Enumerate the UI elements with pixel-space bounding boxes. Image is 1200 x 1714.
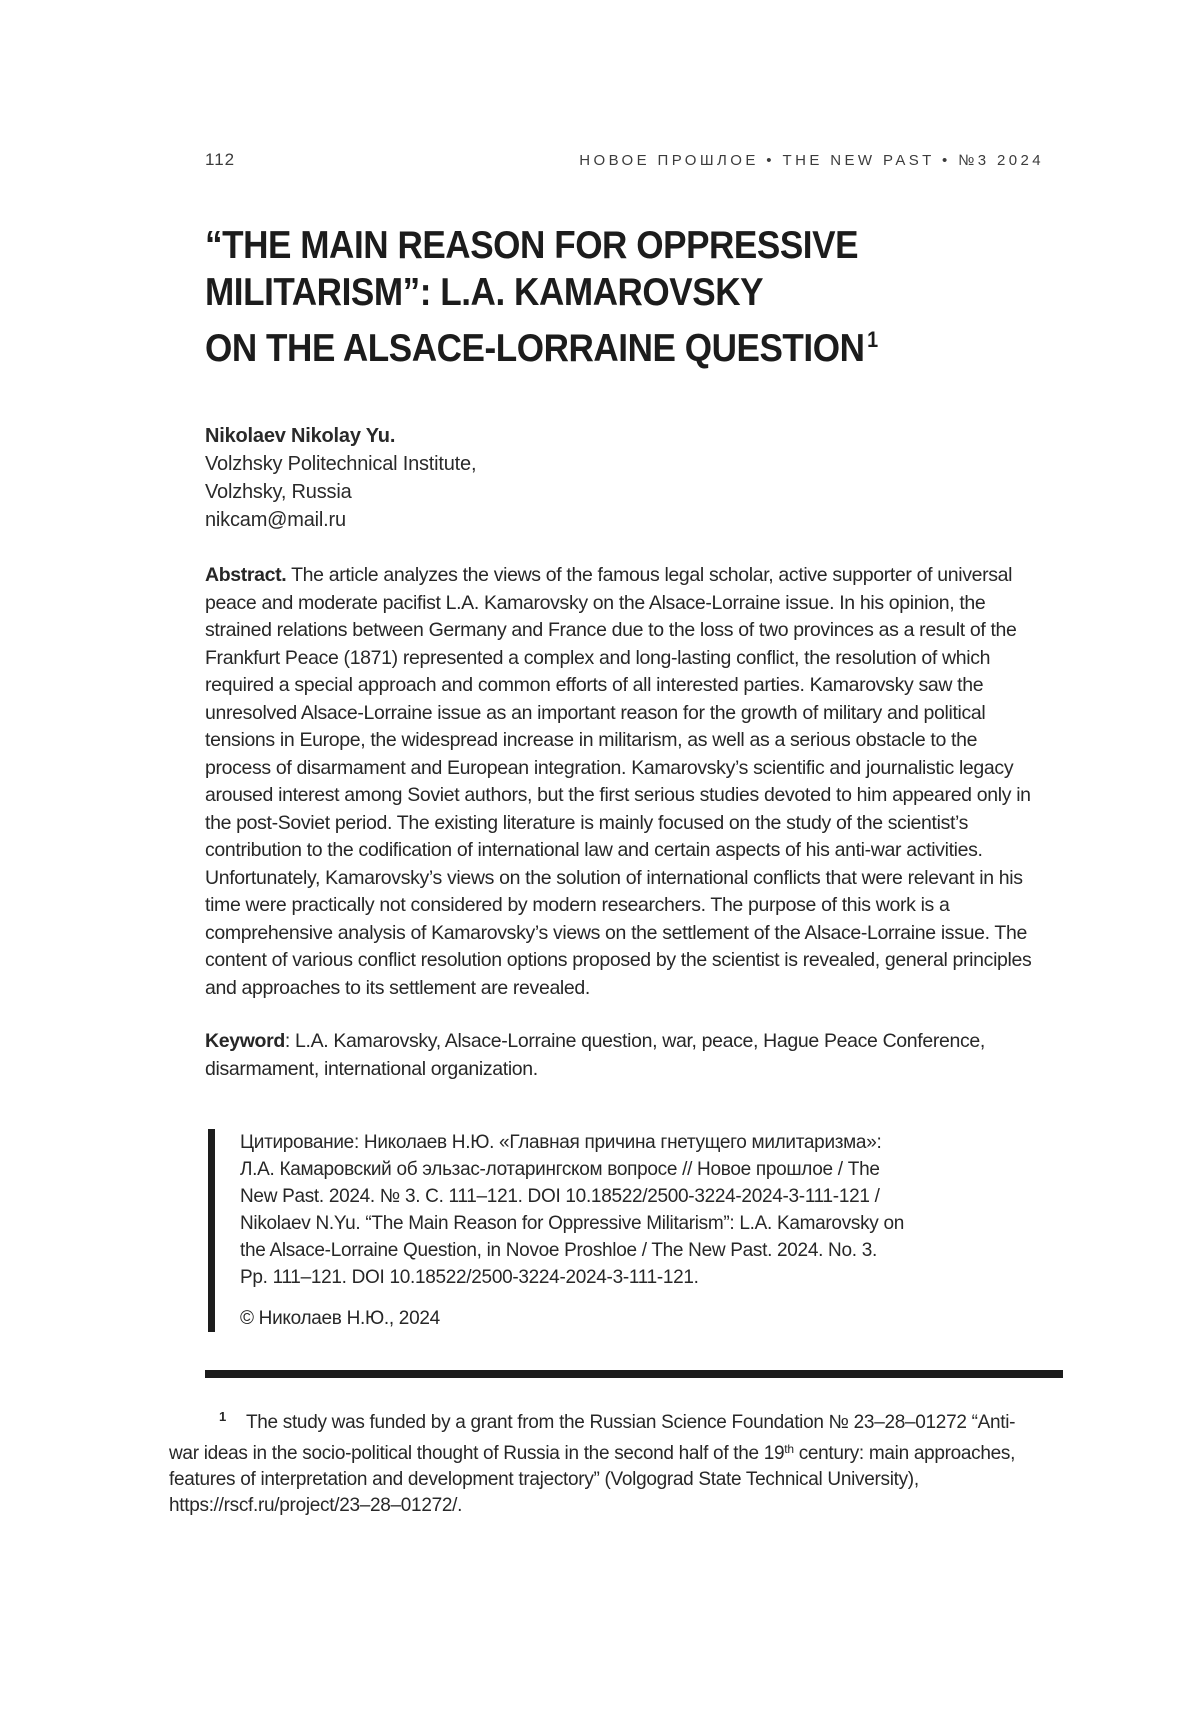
author-block (205, 422, 1040, 534)
footnote-text-part1: The study was funded by a grant from the Russian Science Foundation № 23–28–01272 “Anti-war ideas in the socio-political thought of Russia in the second half of the 19 (169, 1412, 1016, 1464)
footnote-marker: 1 (219, 1409, 226, 1424)
keywords (205, 1028, 1043, 1083)
footnote-paragraph (169, 1404, 1041, 1519)
copyright-line: © Николаев Н.Ю., 2024 (240, 1308, 440, 1329)
keywords-label: Keyword (205, 1030, 285, 1052)
abstract-label: Abstract. (205, 564, 287, 586)
keywords-text: : L.A. Kamarovsky, Alsace-Lorraine question, war, peace, Hague Peace Conference, disarmament, international organization. (205, 1030, 985, 1080)
author-email: nikcam@mail.ru (205, 509, 346, 531)
running-header (0, 0, 1200, 170)
page-number: 112 (205, 150, 236, 169)
author-name: Nikolaev Nikolay Yu. (205, 425, 396, 447)
title-footnote-marker: 1 (867, 327, 878, 352)
article-title (205, 222, 1100, 372)
author-affiliation: Volzhsky Politechnical Institute, (205, 453, 477, 475)
article-title-line-2: MILITARISM”: L.A. KAMAROVSKY (205, 271, 764, 314)
article-title-line-1: “THE MAIN REASON FOR OPPRESSIVE (205, 224, 859, 267)
footnote-separator-rule (205, 1370, 1063, 1378)
footnote (169, 1404, 1041, 1519)
footnote-text-part2: century: main approaches, features of interpretation and development trajectory” (Volgograd State Technical University), https://rscf.ru/project/23–28–01272/. (169, 1443, 1016, 1516)
article-title-line-3-text: ON THE ALSACE-LORRAINE QUESTION (205, 327, 865, 370)
author-city-country: Volzhsky, Russia (205, 481, 352, 503)
abstract (205, 562, 1043, 1002)
journal-header: НОВОЕ ПРОШЛОЕ • THE NEW PAST • №3 2024 (579, 152, 1044, 169)
citation-block (208, 1129, 908, 1332)
citation-text: Цитирование: Николаев Н.Ю. «Главная причина гнетущего милитаризма»: Л.А. Камаровский об эльзас-лотарингском вопросе // Новое прошлое / The New Past. 2024. № 3. С. 111–121. DOI 10.18522/2500-3224-2024-3-111-121 / Nikolaev N.Yu. “The Main Reason for Oppressive Militarism”: L.A. Kamarovsky on the Alsace-Lorraine Question, in Novoe Proshloe / The New Past. 2024. No. 3. Pp. 111–121. DOI 10.18522/2500-3224-2024-3-111-121. (240, 1132, 905, 1288)
article-title-line-3 (205, 316, 1011, 372)
abstract-text: The article analyzes the views of the famous legal scholar, active supporter of universal peace and moderate pacifist L.A. Kamarovsky on the Alsace-Lorraine issue. In his opinion, the strained relations between Germany and France due to the loss of two provinces as a result of the Frankfurt Peace (1871) represented a complex and long-lasting conflict, the resolution of which required a special approach and common efforts of all interested parties. Kamarovsky saw the unresolved Alsace-Lorraine issue as an important reason for the growth of military and political tensions in Europe, the widespread increase in militarism, as well as a serious obstacle to the process of disarmament and European integration. Kamarovsky’s scientific and journalistic legacy aroused interest among Soviet authors, but the first serious studies devoted to him appeared only in the post-Soviet period. The existing literature is mainly focused on the study of the scientist’s contribution to the codification of international law and certain aspects of his anti-war activities. Unfortunately, Kamarovsky’s views on the solution of international conflicts that were relevant in his time were practically not considered by modern researchers. The purpose of this work is a comprehensive analysis of Kamarovsky’s views on the settlement of the Alsace-Lorraine issue. The content of various conflict resolution options proposed by the scientist is revealed, general principles and approaches to its settlement are revealed. (205, 564, 1032, 999)
footnote-ordinal-sup: th (784, 1442, 794, 1456)
